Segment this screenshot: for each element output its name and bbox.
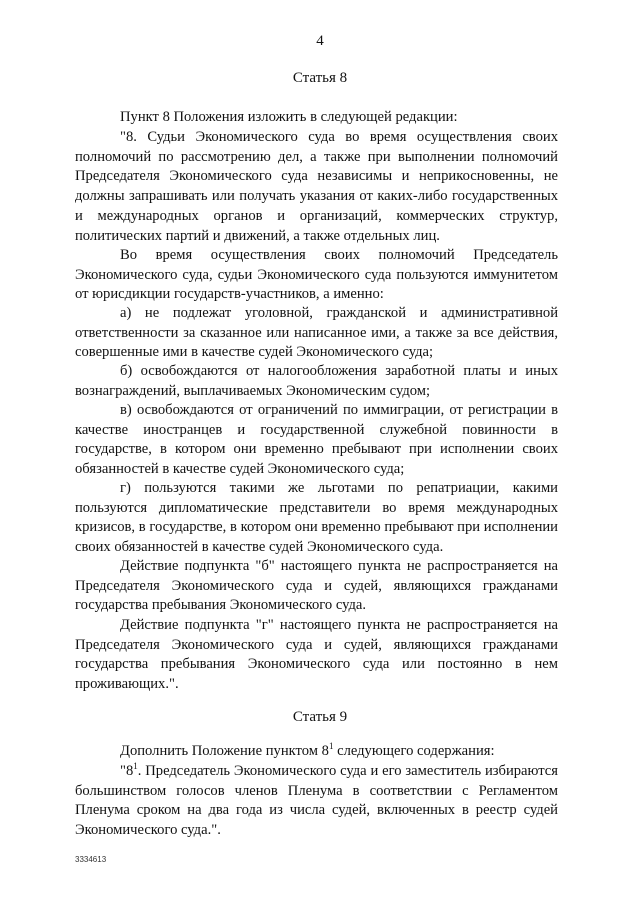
article-8-intro: Пункт 8 Положения изложить в следующей редакции: [120, 109, 458, 125]
article-8-item-g: г) пользуются такими же льготами по репатриации, какими пользуются дипломатические представители во время международных кризисов, в государстве, в котором они временно пребывают при исполнении своих обязанностей в качестве судей Экономического суда. [75, 480, 558, 556]
article-9-paragraph-1 [75, 762, 558, 841]
article-8-item-b: б) освобождаются от налогообложения заработной платы и иных вознаграждений, выплачиваемых Экономическим судом; [75, 363, 558, 399]
article-8-item-v: в) освобождаются от ограничений по иммиграции, от регистрации в качестве иностранцев и государственной служебной повинности в государстве, в котором они временно пребывают при исполнении своих обязанностей в качестве судей Экономического суда; [75, 402, 558, 478]
article-8-paragraph-1: "8. Судьи Экономического суда во время осуществления своих полномочий по рассмотрению дел, а также при выполнении полномочий Председателя Экономического суда независимы и неприкосновенны, не должны запрашивать или получать указания от каких-либо государственных и международных органов и организаций, коммерческих структур, политических партий и движений, а также отдельных лиц. [75, 129, 558, 244]
article-9-intro-text-end: следующего содержания: [333, 743, 495, 759]
article-8-paragraph-3: Действие подпункта "б" настоящего пункта не распространяется на Председателя Экономического суда и судей, являющихся гражданами государства пребывания Экономического суда. [75, 558, 558, 614]
article-9-paragraph-1-start: "8 [120, 763, 134, 779]
article-8-paragraph-2: Во время осуществления своих полномочий Председатель Экономического суда, судьи Экономического суда пользуются иммунитетом от юрисдикции государств-участников, а именно: [75, 247, 558, 303]
page-number: 4 [316, 33, 324, 49]
article-8-paragraph-4: Действие подпункта "г" настоящего пункта не распространяется на Председателя Экономического суда и судей, являющихся гражданами государства пребывания Экономического суда или постоянно в нем проживающих.". [75, 617, 558, 693]
article-9-intro-text: Дополнить Положение пунктом 8 [120, 743, 329, 759]
article-9-intro [75, 742, 558, 762]
document-code: 3334613 [75, 855, 107, 864]
article-9-intro-superscript: 1 [328, 741, 334, 751]
article-9-paragraph-1-text: . Председатель Экономического суда и его заместитель избираются большинством голосов членов Пленума в соответствии с Регламентом Пленума сроком на два года из числа судей, включенных в реестр судей Экономического суда.". [75, 763, 558, 839]
article-9-paragraph-1-superscript: 1 [133, 761, 138, 771]
article-9-heading: Статья 9 [292, 709, 348, 725]
article-8-item-a: а) не подлежат уголовной, гражданской и административной ответственности за сказанное или написанное ими, а также за все действия, совершенные ими в качестве судей Экономического суда; [75, 305, 558, 361]
article-8-heading: Статья 8 [292, 70, 348, 86]
